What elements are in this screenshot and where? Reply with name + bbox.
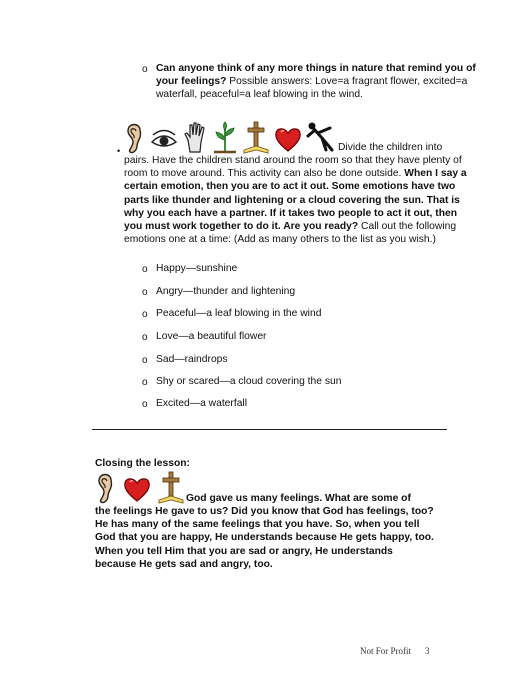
discussion-question <box>156 62 486 102</box>
cross-bible-icon <box>242 120 270 154</box>
activity-text-c: Call out the following emotions one at a time: (Add as many others to the list as you wish.) <box>124 221 457 246</box>
activity-first-line: Divide the children into <box>338 142 443 153</box>
closing-first-line: God gave us many feelings. What are some of <box>186 493 411 504</box>
closing-heading: Closing the lesson: <box>95 458 190 469</box>
section-divider <box>92 429 447 430</box>
list-bullet: • <box>117 146 121 156</box>
stretching-figure-icon <box>306 120 338 154</box>
heart-icon <box>274 120 302 154</box>
list-bullet: o <box>142 399 148 410</box>
ear-icon <box>124 120 146 154</box>
ear-icon <box>95 470 117 504</box>
activity-icons <box>124 118 338 154</box>
cross-bible-icon <box>157 470 185 504</box>
list-bullet: o <box>142 332 148 343</box>
sprout-icon <box>212 120 238 154</box>
activity-text-bold: When I say a certain emotion, then you are to act it out. Some emotions have two parts like thunder and lightening or a cloud covering the sun. That is why you each have a partner. If it takes two people to act it out, then you must work together to do it. Are you ready? <box>124 168 467 233</box>
document-page: o Can anyone think of any more things in nature that remind you of your feelings? Possible answers: Love=a fragrant flower, excited=a waterfall, peaceful=a leaf blowing in the wind. • Divide the children into pairs. Have the children stand around the room so that they have plenty of room to move around. This activity can also be done outside. When I say a certain emotion, then you are to act it out. Some emotions have two parts like thunder and lightening or a cloud covering the sun. That is why you each have a partner. If it takes two people to act it out, then you must work together to do it. Are you ready? Call out the following emotions one at a time: (Add as many others to the list as you wish.) o Happy—sunshine o Angry—thunder and lightening o Peaceful—a leaf blowing in the wind o Love—a beautiful flower o Sad—raindrops o Shy or scared—a cloud covering the sun o Excited—a waterfall Closing the lesson: God gave us many feelings. What are some of the feelings He gave to us? Did you know that God has feelings, too? He has many of the same feelings that you have. So, when you tell God that you are happy, He understands because He gets happy, too. When you tell Him that you are sad or angry, He understands because He gets sad and angry, too. Not For Profit 3 <box>0 0 532 688</box>
closing-text: the feelings He gave to us? Did you know that God has feelings, too? He has many of the same feelings that you have. So, when you tell God that you are happy, He understands because He gets happy, too. When you tell Him that you are sad or angry, He understands because He gets sad and angry, too. <box>95 506 434 570</box>
list-bullet: o <box>142 264 148 275</box>
list-bullet: o <box>142 309 148 320</box>
heart-icon <box>123 470 151 504</box>
question-answers: Possible answers: Love=a fragrant flower, excited=a waterfall, peaceful=a leaf blowing in the wind. <box>156 76 468 101</box>
list-bullet: o <box>142 355 148 366</box>
hand-icon <box>182 120 208 154</box>
question-bold: Can anyone think of any more things in nature that remind you of your feelings? <box>156 63 476 88</box>
list-bullet: o <box>142 377 148 388</box>
page-number: 3 <box>425 646 430 656</box>
list-bullet: o <box>142 64 148 75</box>
eye-icon <box>150 120 178 154</box>
footer-label: Not For Profit <box>360 646 412 656</box>
page-footer <box>360 646 430 656</box>
activity-text-a: pairs. Have the children stand around the room so that they have plenty of room to move around. This activity can also be done outside. <box>124 155 462 180</box>
activity-instructions <box>124 154 469 246</box>
closing-icons <box>95 470 185 504</box>
list-bullet: o <box>142 287 148 298</box>
